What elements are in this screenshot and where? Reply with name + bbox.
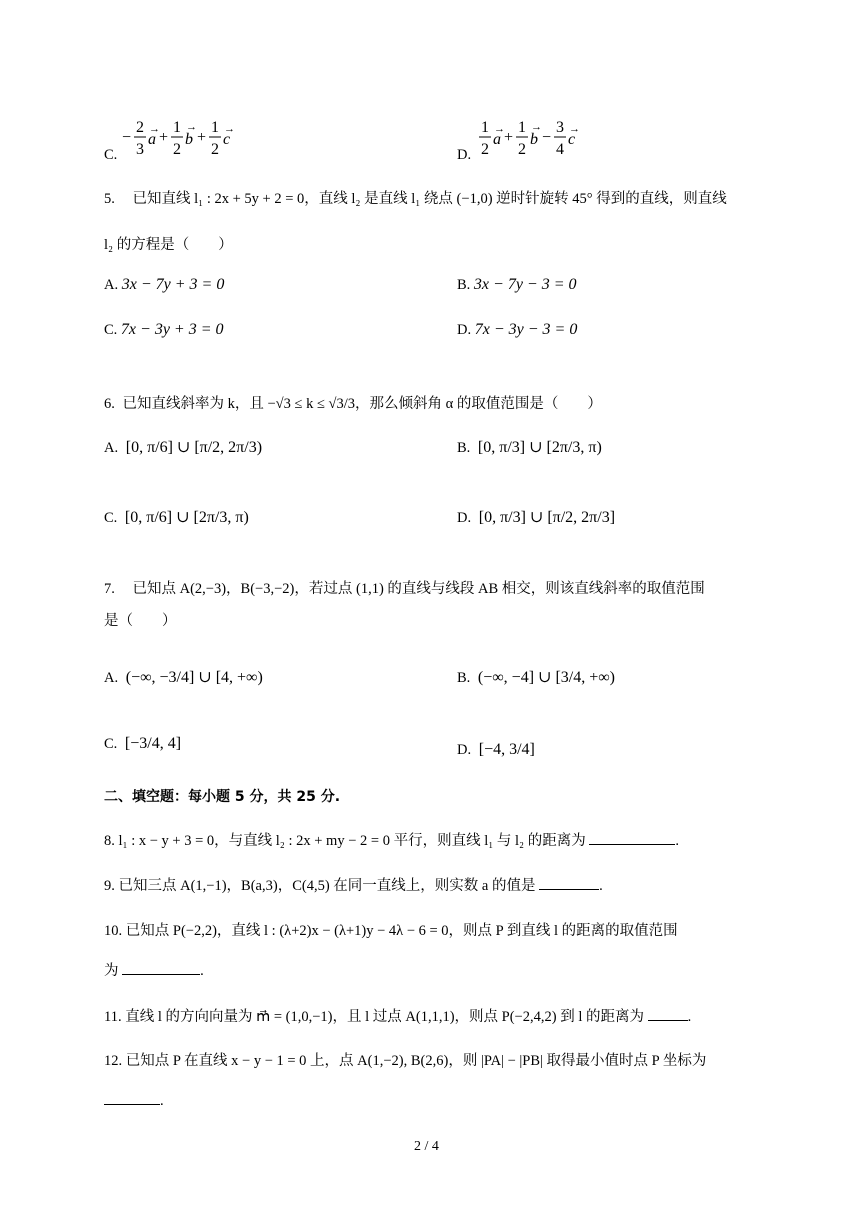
option-expr: [0, π/6] ∪ [π/2, 2π/3) [125,439,263,456]
option-expr: 7x − 3y + 3 = 0 [120,321,224,338]
answer-blank[interactable] [589,832,675,845]
section-heading-text: 二、填空题：每小题 5 分，共 25 分. [104,789,341,805]
question-number: 12. [104,1053,123,1069]
q5-option-c [104,322,224,338]
page-number-text: 2 / 4 [414,1139,439,1154]
svg-text:+: + [197,129,207,146]
svg-text:b: b [530,131,538,148]
question-number: 5. [104,191,115,207]
svg-text:2: 2 [481,141,489,158]
option-letter: C. [104,147,118,163]
q9: 9. 已知三点 A(1,−1)，B(a,3)，C(4,5) 在同一直线上，则实数 a 的值是 . [104,878,603,894]
question-number: 10. [104,923,123,939]
svg-text:4: 4 [556,141,564,158]
question-number: 9. [104,878,115,894]
option-letter: B. [457,670,471,686]
option-letter: D. [457,147,472,163]
svg-text:→: → [224,123,235,135]
q5-stem-line2 [104,238,233,253]
q8: 8. l₁ : x − y + 3 = 0，与直线 l₂ : 2x + my − 2 = 0 平行，则直线 l₁ 与 l₂ 的距离为 . [104,833,679,849]
option-expr: (−∞, −3/4] ∪ [4, +∞) [125,669,263,686]
option-letter: D. [457,510,472,526]
section-heading [104,790,340,804]
q7-option-a [104,670,263,686]
option-expr: [0, π/6] ∪ [2π/3, π) [124,509,249,526]
q6-option-c [104,510,249,526]
svg-text:→: → [531,121,542,133]
svg-text:−: − [122,129,132,146]
option-letter: D. [457,742,472,758]
question-text: 已知三点 A(1,−1)，B(a,3)，C(4,5) 在同一直线上，则实数 a 的值是 [118,878,536,894]
question-text: l₁ : x − y + 3 = 0，与直线 l₂ : 2x + my − 2 = 0 平行，则直线 l₁ 与 l₂ 的距离为 [118,833,586,849]
option-letter: A. [104,277,119,293]
page-number [414,1140,439,1154]
svg-text:→: → [494,123,505,135]
option-expr: [−3/4, 4] [124,735,182,752]
svg-text:3: 3 [136,141,144,158]
q5-stem-line1 [104,192,727,207]
option-letter: D. [457,322,472,338]
option-letter: C. [104,510,118,526]
question-text: 已知直线 l₁ : 2x + 5y + 2 = 0，直线 l₂ 是直线 l₁ 绕点 (−1,0) 逆时针旋转 45° 得到的直线，则直线 [132,191,727,207]
question-text: 已知直线斜率为 k，且 −√3 ≤ k ≤ √3/3，那么倾斜角 α 的取值范围是（ ） [122,396,602,412]
option-expr: [0, π/3] ∪ [π/2, 2π/3] [478,509,616,526]
q7-option-d [457,742,535,758]
option-expr: 7x − 3y − 3 = 0 [474,321,578,338]
question-number: 11. [104,1009,122,1025]
svg-text:2: 2 [518,141,526,158]
q6-option-b [457,440,602,456]
svg-text:+: + [159,129,169,146]
svg-text:1: 1 [211,119,219,136]
option-letter: A. [104,440,119,456]
svg-text:−: − [542,129,552,146]
q4-option-d-formula [477,116,617,166]
svg-text:a: a [148,131,156,148]
question-text: l₂ 的方程是（ ） [104,237,233,253]
option-letter: B. [457,277,471,293]
q4-option-c-formula [118,116,258,166]
question-text: 已知点 P(−2,2)，直线 l : (λ+2)x − (λ+1)y − 4λ − 6 = 0，则点 P 到直线 l 的距离的取值范围 [125,923,678,939]
q5-option-a [104,277,224,293]
svg-text:1: 1 [173,119,181,136]
answer-blank[interactable] [104,1092,160,1105]
svg-text:→: → [149,123,160,135]
svg-text:2: 2 [211,141,219,158]
option-expr: [−4, 3/4] [478,741,535,758]
question-text: 为 [104,963,119,979]
option-letter: B. [457,440,471,456]
question-number: 8. [104,833,115,849]
q7-stem-line2 [104,614,177,629]
q11: 11. 直线 l 的方向向量为 m⃗ = (1,0,−1)，且 l 过点 A(1,1,1)，则点 P(−2,4,2) 到 l 的距离为 . [104,1009,692,1025]
svg-text:→: → [186,121,197,133]
option-letter: C. [104,736,118,752]
option-expr: [0, π/3] ∪ [2π/3, π) [477,439,602,456]
question-text: 已知点 A(2,−3)，B(−3,−2)，若过点 (1,1) 的直线与线段 AB 相交，则该直线斜率的取值范围 [132,581,705,597]
answer-blank[interactable] [539,877,599,890]
answer-blank[interactable] [122,962,200,975]
svg-text:1: 1 [481,119,489,136]
q10-line2: 为 . [104,963,204,979]
svg-text:2: 2 [173,141,181,158]
option-expr: 3x − 7y + 3 = 0 [121,276,225,293]
svg-text:3: 3 [556,119,564,136]
q7-option-c [104,736,181,752]
question-text: 直线 l 的方向向量为 m⃗ = (1,0,−1)，且 l 过点 A(1,1,1)，则点 P(−2,4,2) 到 l 的距离为 [125,1009,644,1025]
svg-text:2: 2 [136,119,144,136]
question-text: 是（ ） [104,613,177,629]
svg-text:→: → [569,123,580,135]
svg-text:c: c [568,131,576,148]
q5-option-d [457,322,577,338]
question-text: 已知点 P 在直线 x − y − 1 = 0 上，点 A(1,−2), B(2,6)，则 |PA| − |PB| 取得最小值时点 P 坐标为 [125,1053,707,1069]
svg-text:1: 1 [518,119,526,136]
option-expr: (−∞, −4] ∪ [3/4, +∞) [477,669,615,686]
svg-text:a: a [493,131,501,148]
option-expr: 3x − 7y − 3 = 0 [473,276,577,293]
q12-line2: . [104,1092,164,1109]
question-number: 7. [104,581,115,597]
option-letter: C. [104,322,118,338]
question-number: 6. [104,396,115,412]
q5-option-b [457,277,577,293]
q12-line1 [104,1054,706,1069]
q7-option-b [457,670,615,686]
svg-text:+: + [504,129,514,146]
svg-text:b: b [185,131,193,148]
q6-stem [104,397,602,412]
svg-text:c: c [223,131,231,148]
q6-option-a [104,440,262,456]
q6-option-d [457,510,615,526]
option-letter: A. [104,670,119,686]
q10-line1 [104,924,678,939]
answer-blank[interactable] [648,1008,688,1021]
q7-stem-line1 [104,582,705,597]
